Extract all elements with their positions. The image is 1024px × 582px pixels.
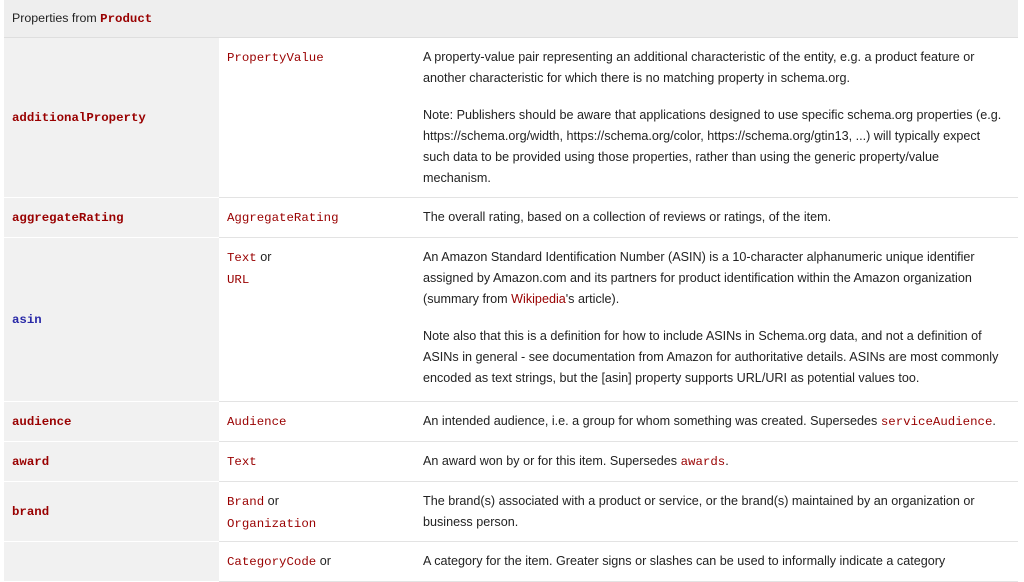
- expected-type-link[interactable]: Organization: [227, 517, 317, 531]
- description-paragraph: The brand(s) associated with a product or service, or the brand(s) maintained by an organization or business person.: [423, 494, 975, 529]
- description-cell: [417, 38, 1018, 198]
- description-paragraph: The overall rating, based on a collection of reviews or ratings, of the item.: [423, 210, 832, 224]
- description-paragraph: A category for the item. Greater signs or slashes can be used to informally indicate a category: [423, 554, 946, 568]
- property-name-cell: [4, 38, 219, 198]
- property-row-asin: [4, 238, 1018, 402]
- property-name-link[interactable]: award: [12, 455, 50, 469]
- description-note: Note: Publishers should be aware that applications designed to use specific schema.org properties (e.g. https://schema.org/width, https://schema.org/color, https://schema.org/gtin13, ...) will typically expect such data to be provided using those properties, rather than using the generic property/value mechanism.: [423, 108, 1002, 185]
- supersedes-link[interactable]: serviceAudience: [880, 415, 993, 429]
- description-paragraph: [423, 451, 1006, 473]
- section-header-type-link[interactable]: Product: [100, 12, 153, 26]
- section-header-prefix: Properties from: [12, 11, 101, 25]
- property-name-cell: [4, 198, 219, 238]
- expected-type-link[interactable]: PropertyValue: [227, 51, 324, 65]
- or-separator: or: [256, 250, 272, 264]
- property-name-link[interactable]: asin: [12, 313, 42, 327]
- description-text: 's article).: [565, 292, 620, 306]
- property-name-link[interactable]: audience: [12, 415, 72, 429]
- property-row-aggregateRating: [4, 198, 1018, 238]
- expected-type-cell: [219, 238, 417, 402]
- description-paragraph: A property-value pair representing an additional characteristic of the entity, e.g. a product feature or another characteristic for which there is no matching property in schema.org.: [423, 50, 975, 85]
- property-row-brand: [4, 482, 1018, 542]
- property-name-cell: [4, 238, 219, 402]
- property-row-audience: [4, 402, 1018, 442]
- wikipedia-link[interactable]: Wikipedia: [511, 292, 566, 306]
- expected-type-link[interactable]: Text: [227, 251, 257, 265]
- property-name-link[interactable]: additionalProperty: [12, 111, 146, 125]
- expected-type-cell: [219, 482, 417, 542]
- expected-type-cell: [219, 38, 417, 198]
- description-cell: [417, 198, 1018, 238]
- description-text: .: [725, 454, 729, 468]
- description-cell: [417, 482, 1018, 542]
- expected-type-cell: [219, 442, 417, 482]
- property-name-cell: [4, 542, 219, 582]
- expected-type-link[interactable]: URL: [227, 273, 250, 287]
- property-name-cell: [4, 482, 219, 542]
- description-paragraph: [423, 411, 1006, 433]
- supersedes-link[interactable]: awards: [680, 455, 726, 469]
- property-row-additionalProperty: [4, 38, 1018, 198]
- expected-type-cell: [219, 402, 417, 442]
- expected-type-link[interactable]: Text: [227, 455, 257, 469]
- expected-type-link[interactable]: CategoryCode: [227, 555, 317, 569]
- description-cell: [417, 542, 1018, 582]
- property-name-cell: [4, 402, 219, 442]
- property-row-award: [4, 442, 1018, 482]
- description-cell: [417, 442, 1018, 482]
- or-separator: or: [264, 494, 279, 508]
- property-name-cell: [4, 442, 219, 482]
- expected-type-cell: [219, 542, 417, 582]
- property-row-category: [4, 542, 1018, 582]
- or-separator: or: [316, 554, 331, 568]
- expected-type-link[interactable]: Brand: [227, 495, 265, 509]
- property-name-link[interactable]: aggregateRating: [12, 211, 124, 225]
- properties-table: [4, 0, 1018, 582]
- description-text: An award won by or for this item. Supersedes: [423, 454, 681, 468]
- description-text: .: [992, 414, 996, 428]
- expected-type-link[interactable]: Audience: [227, 415, 287, 429]
- description-paragraph: [423, 247, 1006, 310]
- description-cell: [417, 402, 1018, 442]
- description-cell: [417, 238, 1018, 402]
- expected-type-cell: [219, 198, 417, 238]
- description-text: An intended audience, i.e. a group for whom something was created. Supersedes: [423, 414, 881, 428]
- section-header: [4, 0, 1018, 38]
- description-text: An Amazon Standard Identification Number (ASIN) is a 10-character alphanumeric unique identifier assigned by Amazon.com and its partners for product identification within the Amazon organization (summary from: [423, 250, 975, 306]
- section-header-row: [4, 0, 1018, 38]
- expected-type-link[interactable]: AggregateRating: [227, 211, 339, 225]
- property-name-link[interactable]: brand: [12, 505, 50, 519]
- description-note: Note also that this is a definition for how to include ASINs in Schema.org data, and not a definition of ASINs in general - see documentation from Amazon for authoritative details. ASINs are most commonly encoded as text strings, but the [asin] property supports URL/URI as potential values too.: [423, 329, 999, 385]
